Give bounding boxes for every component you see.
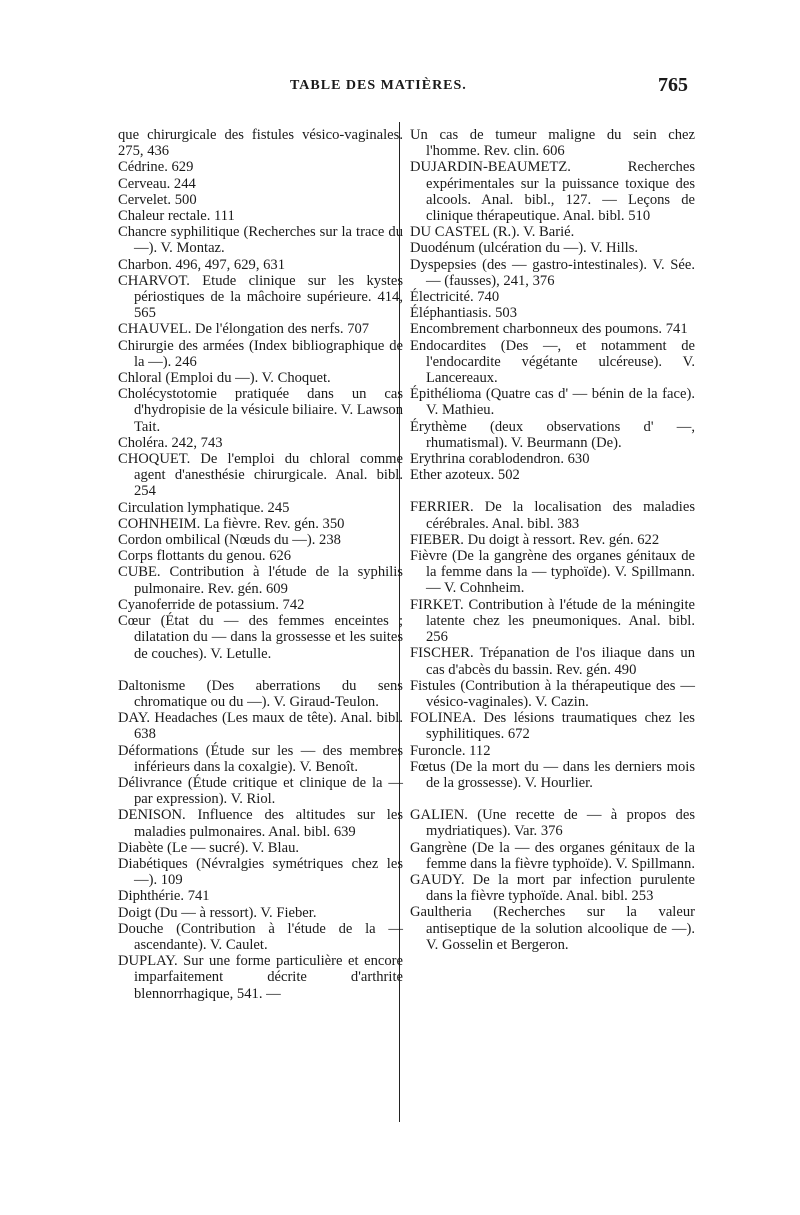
index-entry: Cyanoferride de potassium. 742 — [118, 596, 305, 613]
index-entry: Gangrène (De la — des organes génitaux de la femme dans la fièvre typhoïde). V. Spillmann. — [410, 839, 695, 872]
index-entry: Un cas de tumeur maligne du sein chez l'homme. Rev. clin. 606 — [410, 127, 695, 160]
index-entry: Diphthérie. 741 — [118, 888, 210, 905]
index-entry: Chloral (Emploi du —). V. Choquet. — [118, 370, 331, 387]
index-entry: Erythrina corablodendron. 630 — [410, 451, 590, 468]
page-header — [120, 74, 688, 102]
index-entry: FIRKET. Contribution à l'étude de la méningite latente chez les pneumoniques. Anal. bibl. 256 — [410, 596, 695, 646]
index-entry: Fistules (Contribution à la thérapeutique des — vésico-vaginales). V. Cazin. — [410, 677, 695, 710]
index-entry: Dyspepsies (des — gastro-intestinales). V. Sée. — (fausses), 241, 376 — [410, 256, 695, 289]
section-gap — [410, 483, 695, 499]
index-entry: FOLINEA. Des lésions traumatiques chez les syphilitiques. 672 — [410, 710, 695, 743]
index-entry: Épithélioma (Quatre cas d' — bénin de la face). V. Mathieu. — [410, 386, 695, 419]
index-entry: Chancre syphilitique (Recherches sur la trace du —). V. Montaz. — [118, 224, 403, 257]
index-entry: CHAUVEL. De l'élongation des nerfs. 707 — [118, 321, 370, 338]
index-entry: DENISON. Influence des altitudes sur les maladies pulmonaires. Anal. bibl. 639 — [118, 807, 403, 840]
index-entry: Chirurgie des armées (Index bibliographique de la —). 246 — [118, 337, 403, 370]
index-entry: Cordon ombilical (Nœuds du —). 238 — [118, 532, 341, 549]
index-entry: Doigt (Du — à ressort). V. Fieber. — [118, 904, 317, 921]
section-gap — [118, 662, 403, 678]
index-entry: Cerveau. 244 — [118, 175, 196, 192]
page-number: 765 — [658, 74, 688, 96]
index-entry: Gaultheria (Recherches sur la valeur antiseptique de la solution alcoolique de —). V. Gosselin et Bergeron. — [410, 904, 695, 953]
index-column-right — [410, 127, 695, 953]
index-entry: Diabète (Le — sucré). V. Blau. — [118, 839, 300, 856]
index-entry: Ether azoteux. 502 — [410, 467, 520, 484]
index-entry: Cédrine. 629 — [118, 159, 194, 176]
index-entry: DU CASTEL (R.). V. Barié. — [410, 224, 575, 241]
index-entry: CHARVOT. Etude clinique sur les kystes périostiques de la mâchoire supérieure. 414, 565 — [118, 272, 403, 322]
index-entry: GALIEN. (Une recette de — à propos des mydriatiques). Var. 376 — [410, 807, 695, 840]
index-entry: Choléra. 242, 743 — [118, 434, 223, 451]
index-entry: Circulation lymphatique. 245 — [118, 499, 290, 516]
index-column-left — [118, 127, 403, 1002]
index-entry: Diabétiques (Névralgies symétriques chez les —). 109 — [118, 855, 403, 889]
index-entry: FERRIER. De la localisation des maladies cérébrales. Anal. bibl. 383 — [410, 499, 695, 532]
index-entry: Déformations (Étude sur les — des membres inférieurs dans la coxalgie). V. Benoît. — [118, 742, 403, 775]
index-entry: Charbon. 496, 497, 629, 631 — [118, 256, 286, 273]
running-title: TABLE DES MATIÈRES. — [290, 78, 467, 93]
index-entry: Daltonisme (Des aberrations du sens chromatique ou du —). V. Giraud-Teulon. — [118, 677, 403, 710]
index-entry: Furoncle. 112 — [410, 742, 491, 759]
index-entry: Chaleur rectale. 111 — [118, 208, 235, 225]
index-entry: Fœtus (De la mort du — dans les derniers mois de la grossesse). V. Hourlier. — [410, 758, 695, 791]
index-entry: Cholécystotomie pratiquée dans un cas d'hydropisie de la vésicule biliaire. V. Lawson Tait. — [118, 386, 403, 435]
index-entry: Cervelet. 500 — [118, 191, 197, 208]
index-entry: Électricité. 740 — [410, 289, 500, 306]
index-entry: DUPLAY. Sur une forme particulière et encore imparfaitement décrite d'arthrite blennorrhagique, 541. — — [118, 953, 403, 1002]
index-entry: COHNHEIM. La fièvre. Rev. gén. 350 — [118, 515, 345, 532]
index-entry: CHOQUET. De l'emploi du chloral comme agent d'anesthésie chirurgicale. Anal. bibl. 254 — [118, 451, 403, 500]
index-entry: Fièvre (De la gangrène des organes génitaux de la femme dans la — typhoïde). V. Spillmann. — V. Cohnheim. — [410, 548, 695, 597]
section-gap — [410, 791, 695, 807]
index-entry: Douche (Contribution à l'étude de la — ascendante). V. Caulet. — [118, 920, 403, 953]
index-entry: FIEBER. Du doigt à ressort. Rev. gén. 622 — [410, 531, 660, 548]
index-entry: DUJARDIN-BEAUMETZ. Recherches expérimentales sur la puissance toxique des alcools. Anal. bibl., 127. — Leçons de clinique thérapeutique. Anal. bibl. 510 — [410, 159, 695, 225]
index-entry: Cœur (État du — des femmes enceintes ; dilatation du — dans la grossesse et les suites de couches). V. Letulle. — [118, 613, 403, 662]
index-entry: DAY. Headaches (Les maux de tête). Anal. bibl. 638 — [118, 710, 403, 743]
index-entry: CUBE. Contribution à l'étude de la syphilis pulmonaire. Rev. gén. 609 — [118, 564, 403, 597]
index-entry: Encombrement charbonneux des poumons. 741 — [410, 321, 688, 338]
index-entry: Éléphantiasis. 503 — [410, 305, 518, 322]
index-entry: Endocardites (Des —, et notamment de l'endocardite végétante ulcéreuse). V. Lancereaux. — [410, 337, 695, 387]
index-entry: Délivrance (Étude critique et clinique de la — par expression). V. Riol. — [118, 774, 403, 808]
index-entry: Duodénum (ulcération du —). V. Hills. — [410, 240, 639, 257]
index-entry: Érythème (deux observations d' —, rhumatismal). V. Beurmann (De). — [410, 418, 695, 451]
index-entry: que chirurgicale des fistules vésico-vaginales. 275, 436 — [118, 127, 403, 160]
index-entry: Corps flottants du genou. 626 — [118, 548, 292, 565]
index-entry: GAUDY. De la mort par infection purulente dans la fièvre typhoïde. Anal. bibl. 253 — [410, 871, 695, 905]
index-entry: FISCHER. Trépanation de l'os iliaque dans un cas d'abcès du bassin. Rev. gén. 490 — [410, 645, 695, 678]
